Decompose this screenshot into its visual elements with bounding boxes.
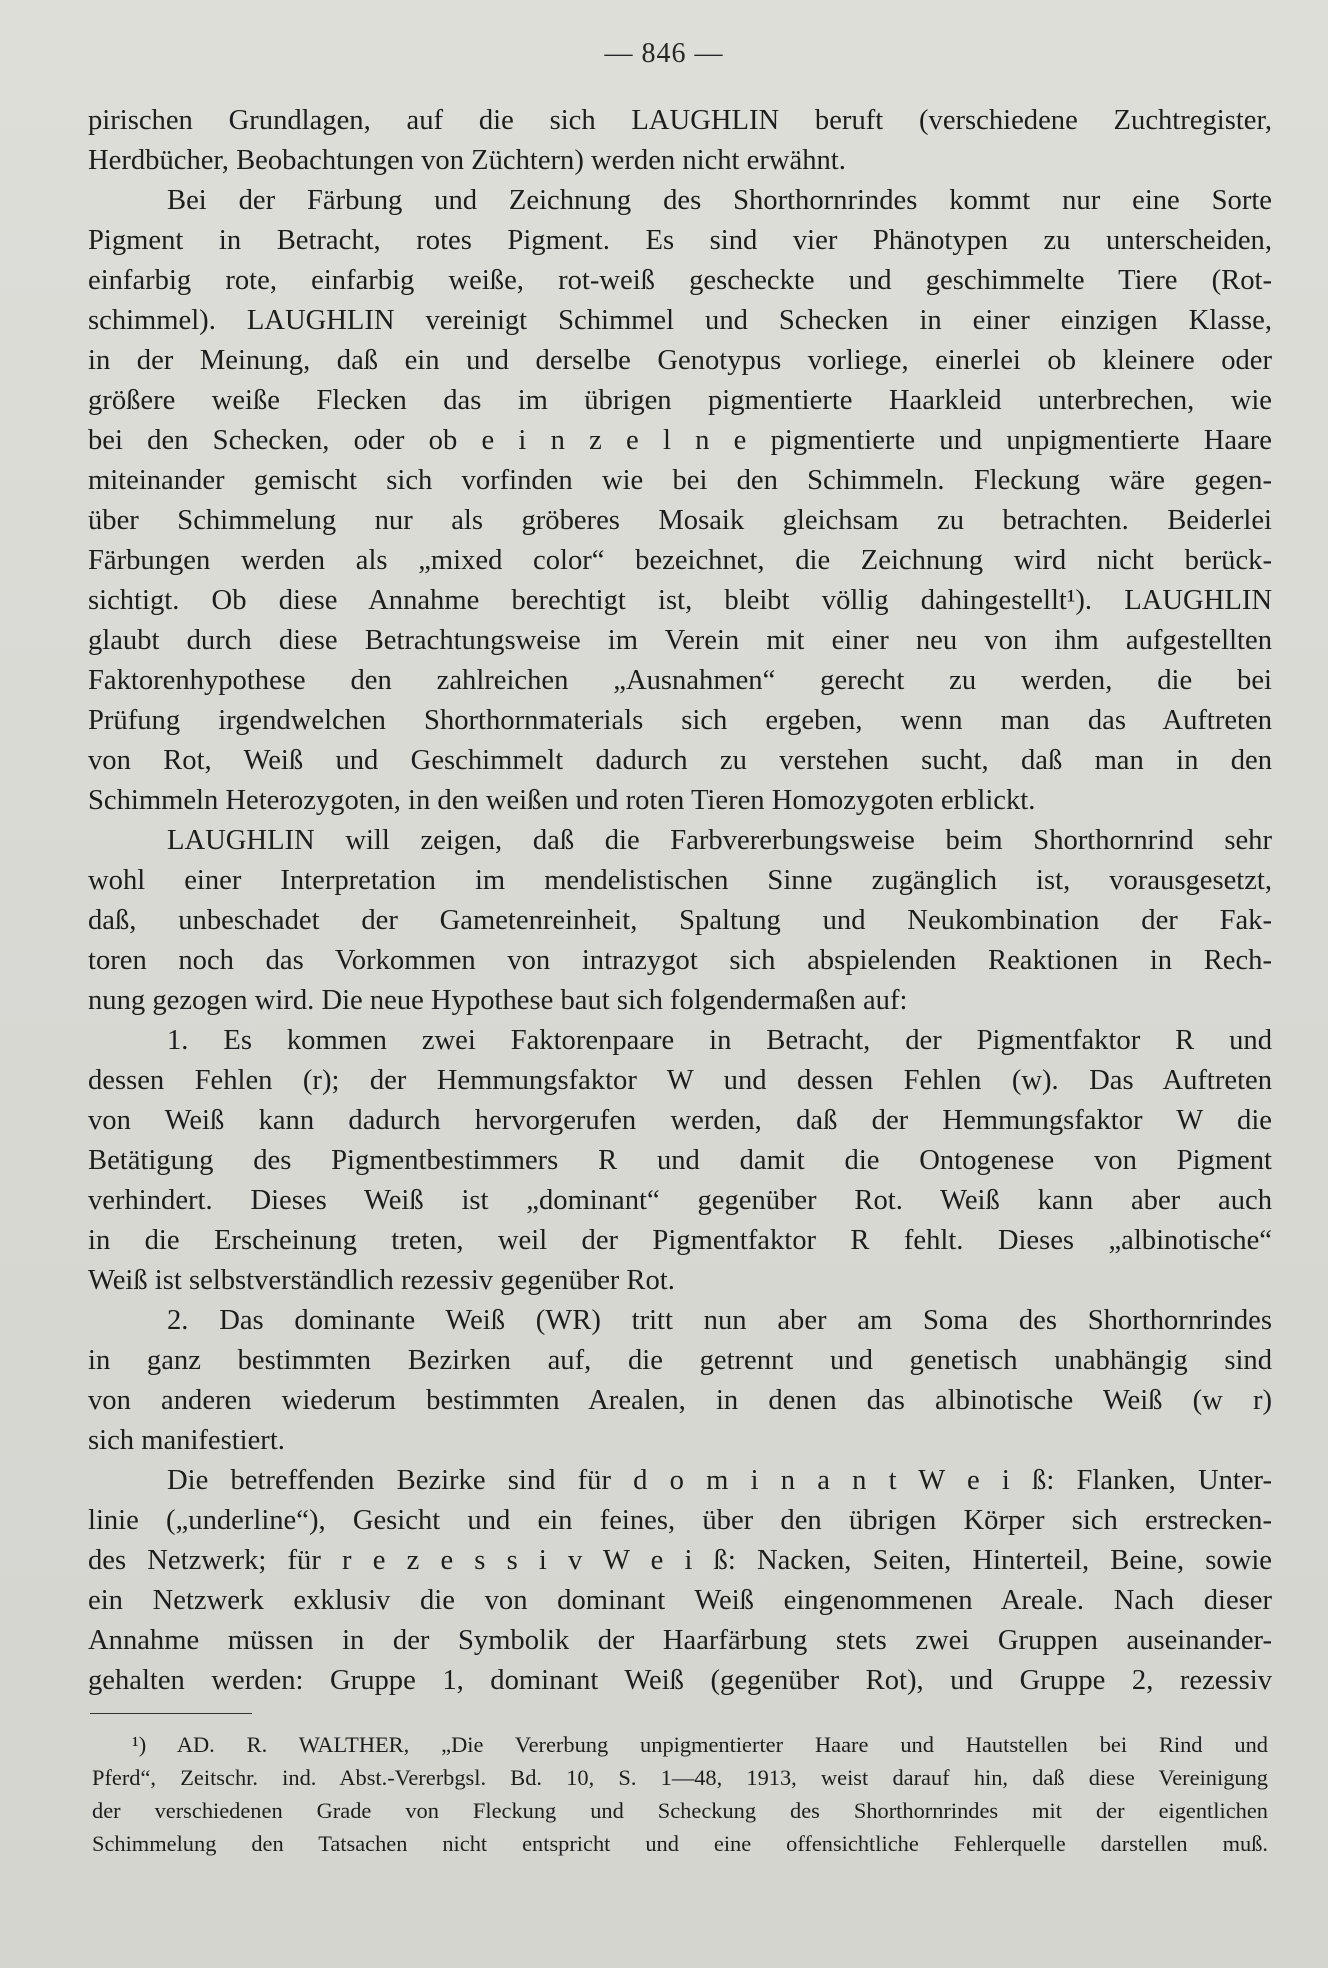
text-line: über Schimmelung nur als gröberes Mosaik gleichsam zu betrachten. Beiderlei [88, 505, 1272, 536]
footnote-line: Schimmelung den Tatsachen nicht entspricht und eine offensichtliche Fehlerquelle darstellen muß. [92, 1831, 1268, 1856]
text-line: in ganz bestimmten Bezirken auf, die getrennt und genetisch unabhängig sind [88, 1345, 1272, 1376]
text-line: 1. Es kommen zwei Faktorenpaare in Betracht, der Pigmentfaktor R und [167, 1025, 1272, 1056]
text-line: Die betreffenden Bezirke sind für d o m i n a n t W e i ß: Flanken, Unter- [167, 1465, 1272, 1496]
text-line: glaubt durch diese Betrachtungsweise im Verein mit einer neu von ihm aufgestellten [88, 625, 1272, 656]
text-line: Schimmeln Heterozygoten, in den weißen und roten Tieren Homozygoten erblickt. [88, 785, 1036, 816]
text-line: daß, unbeschadet der Gametenreinheit, Spaltung und Neukombination der Fak- [88, 905, 1272, 936]
text-line: miteinander gemischt sich vorfinden wie bei den Schimmeln. Fleckung wäre gegen- [88, 465, 1272, 496]
text-line: bei den Schecken, oder ob e i n z e l n e pigmentierte und unpigmentierte Haare [88, 425, 1272, 456]
text-line: von anderen wiederum bestimmten Arealen, in denen das albinotische Weiß (w r) [88, 1385, 1272, 1416]
text-line: ein Netzwerk exklusiv die von dominant Weiß eingenommenen Areale. Nach dieser [88, 1585, 1272, 1616]
footnote-line: ¹) AD. R. WALTHER, „Die Vererbung unpigmentierter Haare und Hautstellen bei Rind und [132, 1732, 1268, 1757]
text-line: Herdbücher, Beobachtungen von Züchtern) werden nicht erwähnt. [88, 145, 846, 176]
footnote-line: der verschiedenen Grade von Fleckung und Scheckung des Shorthornrindes mit der eigentlichen [92, 1798, 1268, 1823]
text-line: gehalten werden: Gruppe 1, dominant Weiß (gegenüber Rot), und Gruppe 2, rezessiv [88, 1665, 1272, 1696]
text-line: Faktorenhypothese den zahlreichen „Ausnahmen“ gerecht zu werden, die bei [88, 665, 1272, 696]
text-line: toren noch das Vorkommen von intrazygot sich abspielenden Reaktionen in Rech- [88, 945, 1272, 976]
text-line: größere weiße Flecken das im übrigen pigmentierte Haarkleid unterbrechen, wie [88, 385, 1272, 416]
text-line: von Weiß kann dadurch hervorgerufen werden, daß der Hemmungsfaktor W die [88, 1105, 1272, 1136]
text-line: Weiß ist selbstverständlich rezessiv gegenüber Rot. [88, 1265, 675, 1296]
footnote-divider [90, 1713, 252, 1714]
text-line: LAUGHLIN will zeigen, daß die Farbvererbungsweise beim Shorthornrind sehr [167, 825, 1272, 856]
text-line: Prüfung irgendwelchen Shorthornmaterials sich ergeben, wenn man das Auftreten [88, 705, 1272, 736]
text-line: 2. Das dominante Weiß (WR) tritt nun aber am Soma des Shorthornrindes [167, 1305, 1272, 1336]
text-line: pirischen Grundlagen, auf die sich LAUGHLIN beruft (verschiedene Zuchtregister, [88, 105, 1272, 136]
text-line: schimmel). LAUGHLIN vereinigt Schimmel und Schecken in einer einzigen Klasse, [88, 305, 1272, 336]
text-line: wohl einer Interpretation im mendelistischen Sinne zugänglich ist, vorausgesetzt, [88, 865, 1272, 896]
text-line: nung gezogen wird. Die neue Hypothese baut sich folgendermaßen auf: [88, 985, 908, 1016]
text-line: einfarbig rote, einfarbig weiße, rot-weiß gescheckte und geschimmelte Tiere (Rot- [88, 265, 1272, 296]
text-line: Färbungen werden als „mixed color“ bezeichnet, die Zeichnung wird nicht berück- [88, 545, 1272, 576]
text-line: Pigment in Betracht, rotes Pigment. Es sind vier Phänotypen zu unterscheiden, [88, 225, 1272, 256]
text-line: des Netzwerk; für r e z e s s i v W e i ß: Nacken, Seiten, Hinterteil, Beine, sowie [88, 1545, 1272, 1576]
text-line: von Rot, Weiß und Geschimmelt dadurch zu verstehen sucht, daß man in den [88, 745, 1272, 776]
text-line: sich manifestiert. [88, 1425, 285, 1456]
text-line: verhindert. Dieses Weiß ist „dominant“ gegenüber Rot. Weiß kann aber auch [88, 1185, 1272, 1216]
text-line: in die Erscheinung treten, weil der Pigmentfaktor R fehlt. Dieses „albinotische“ [88, 1225, 1272, 1256]
footnote-line: Pferd“, Zeitschr. ind. Abst.-Vererbgsl. Bd. 10, S. 1—48, 1913, weist darauf hin, daß diese Vereinigung [92, 1765, 1268, 1790]
text-line: sichtigt. Ob diese Annahme berechtigt ist, bleibt völlig dahingestellt¹). LAUGHLIN [88, 585, 1272, 616]
text-line: dessen Fehlen (r); der Hemmungsfaktor W und dessen Fehlen (w). Das Auftreten [88, 1065, 1272, 1096]
text-line: Bei der Färbung und Zeichnung des Shorthornrindes kommt nur eine Sorte [167, 185, 1272, 216]
text-line: in der Meinung, daß ein und derselbe Genotypus vorliege, einerlei ob kleinere oder [88, 345, 1272, 376]
text-line: Annahme müssen in der Symbolik der Haarfärbung stets zwei Gruppen auseinander- [88, 1625, 1272, 1656]
body-text [88, 101, 1272, 1701]
footnotes [92, 1728, 1268, 1860]
page-number: — 846 — [604, 38, 724, 69]
text-line: linie („underline“), Gesicht und ein feines, über den übrigen Körper sich erstrecken- [88, 1505, 1272, 1536]
text-line: Betätigung des Pigmentbestimmers R und damit die Ontogenese von Pigment [88, 1145, 1272, 1176]
